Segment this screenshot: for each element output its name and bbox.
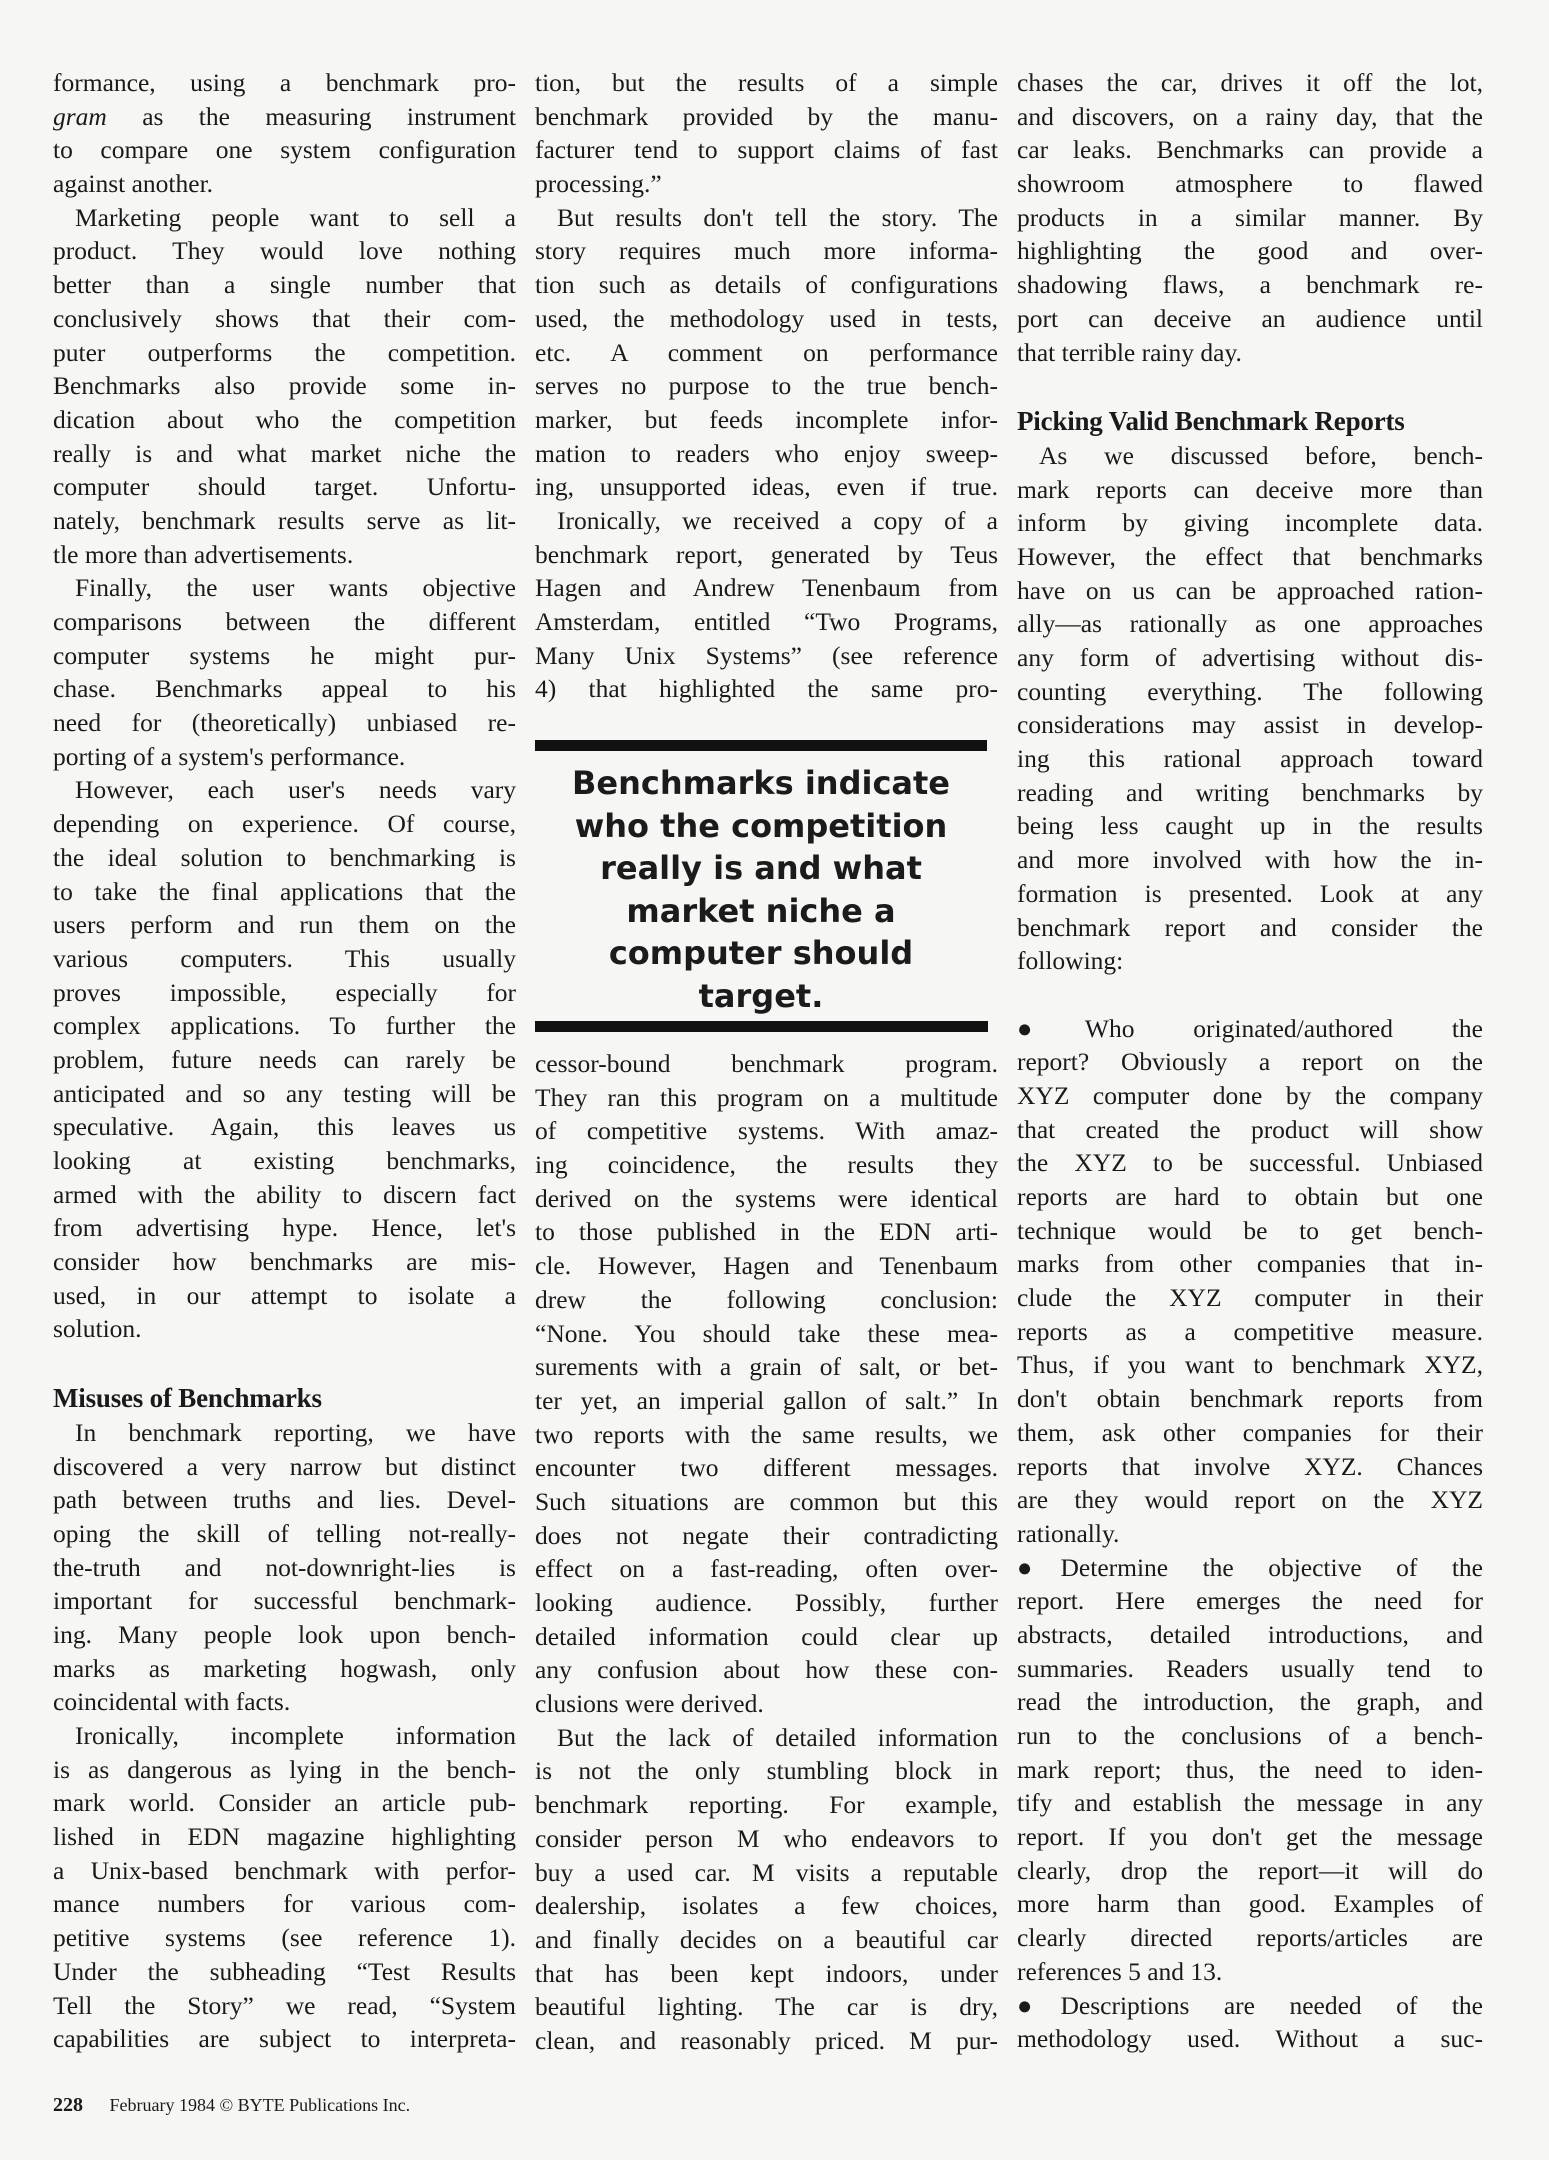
text-line: report? Obviously a report on the xyxy=(1017,1047,1483,1077)
text-line: However, the effect that benchmarks xyxy=(1017,541,1483,571)
text-line: to take the final applications that the xyxy=(53,876,516,906)
text-line: Many Unix Systems” (see reference xyxy=(535,640,998,670)
text-line: really is and what market niche the xyxy=(53,438,516,468)
pull-quote-line: who the competition xyxy=(574,806,948,845)
text-line: etc. A comment on performance xyxy=(535,337,998,367)
text-line: and more involved with how the in- xyxy=(1017,845,1483,875)
text-line: more harm than good. Examples of xyxy=(1017,1889,1483,1919)
text-line: to compare one system configuration xyxy=(53,135,516,165)
text-line: beautiful lighting. The car is dry, xyxy=(535,1992,998,2022)
text-line: any confusion about how these con- xyxy=(535,1655,998,1685)
text-line: ing this rational approach toward xyxy=(1017,744,1483,774)
text-line: the ideal solution to benchmarking is xyxy=(53,842,516,872)
column-2-bottom xyxy=(535,1047,998,2058)
text-line: references 5 and 13. xyxy=(1017,1956,1223,1986)
text-line: puter outperforms the competition. xyxy=(53,337,516,367)
text-line: tion, but the results of a simple xyxy=(535,68,998,97)
column-2-top xyxy=(535,66,998,706)
text-line: chase. Benchmarks appeal to his xyxy=(53,674,516,704)
text-line: ter yet, an imperial gallon of salt.” In xyxy=(535,1385,998,1415)
text-line: better than a single number that xyxy=(53,270,516,300)
text-line: being less caught up in the results xyxy=(1017,811,1483,841)
text-line: ●Descriptions are needed of the xyxy=(1017,1990,1483,2020)
column-1 xyxy=(53,66,516,2056)
text-line: reports are hard to obtain but one xyxy=(1017,1182,1483,1211)
text-line: shadowing flaws, a benchmark re- xyxy=(1017,270,1483,300)
text-line: buy a used car. M visits a reputable xyxy=(535,1857,998,1887)
text-line: ing coincidence, the results they xyxy=(535,1150,998,1180)
text-line: report. If you don't get the message xyxy=(1017,1822,1483,1852)
text-line: tify and establish the message in any xyxy=(1017,1788,1483,1818)
text-line: car leaks. Benchmarks can provide a xyxy=(1017,135,1483,165)
text-line: ing. Many people look upon bench- xyxy=(53,1619,516,1649)
text-line: considerations may assist in develop- xyxy=(1017,710,1483,740)
pull-quote-line: Benchmarks indicate xyxy=(572,764,950,802)
text-line: dication about who the competition xyxy=(53,404,516,434)
text-line: important for successful benchmark- xyxy=(53,1586,516,1616)
text-line: formation is presented. Look at any xyxy=(1017,878,1483,908)
text-line: the-truth and not-downright-lies is xyxy=(53,1552,516,1582)
text-line: does not negate their contradicting xyxy=(535,1520,998,1550)
text-line: benchmark reporting. For example, xyxy=(535,1790,998,1820)
text-line: gram as the measuring instrument xyxy=(53,101,516,131)
text-line: computer should target. Unfortu- xyxy=(53,472,516,502)
text-line: tion such as details of configurations xyxy=(535,270,998,300)
text-line: However, each user's needs vary xyxy=(75,775,516,805)
text-line: mark reports can deceive more than xyxy=(1017,474,1483,504)
pull-quote-line: computer should xyxy=(608,934,914,973)
pull-quote-bottom-rule xyxy=(535,1021,988,1032)
text-line: Hagen and Andrew Tenenbaum from xyxy=(535,573,998,603)
paragraph-gap xyxy=(53,1346,516,1380)
section-heading: Misuses of Benchmarks xyxy=(53,1382,322,1413)
text-line: nately, benchmark results serve as lit- xyxy=(53,505,516,535)
text-line: detailed information could clear up xyxy=(535,1621,998,1651)
text-line: two reports with the same results, we xyxy=(535,1419,998,1449)
text-line: a Unix-based benchmark with perfor- xyxy=(53,1855,516,1885)
text-line: report. Here emerges the need for xyxy=(1017,1586,1483,1616)
text-line: and discovers, on a rainy day, that the xyxy=(1017,101,1483,131)
text-line: clusions were derived. xyxy=(535,1689,764,1719)
column-3 xyxy=(1017,66,1483,2056)
text-line: read the introduction, the graph, and xyxy=(1017,1687,1483,1717)
text-line: reports as a competitive measure. xyxy=(1017,1316,1483,1346)
text-line: that created the product will show xyxy=(1017,1114,1483,1144)
text-line: are they would report on the XYZ xyxy=(1017,1485,1483,1515)
text-line: proves impossible, especially for xyxy=(53,977,516,1007)
text-line: marks as marketing hogwash, only xyxy=(53,1653,516,1683)
text-line: derived on the systems were identical xyxy=(535,1183,998,1213)
text-line: is as dangerous as lying in the bench- xyxy=(53,1754,516,1784)
text-line: clearly directed reports/articles are xyxy=(1017,1923,1483,1953)
text-line: mation to readers who enjoy sweep- xyxy=(535,438,998,468)
text-line: discovered a very narrow but distinct xyxy=(53,1451,516,1481)
text-line: Finally, the user wants objective xyxy=(75,573,516,603)
text-line: cessor-bound benchmark program. xyxy=(535,1049,998,1078)
text-line: cle. However, Hagen and Tenenbaum xyxy=(535,1251,998,1281)
text-line: against another. xyxy=(53,169,214,199)
text-line: that has been kept indoors, under xyxy=(535,1958,998,1988)
text-line: looking at existing benchmarks, xyxy=(53,1146,516,1175)
text-line: run to the conclusions of a bench- xyxy=(1017,1721,1483,1750)
text-line: need for (theoretically) unbiased re- xyxy=(53,708,516,738)
text-line: mark world. Consider an article pub- xyxy=(53,1788,516,1818)
text-line: mark report; thus, the need to iden- xyxy=(1017,1754,1483,1784)
text-line: and finally decides on a beautiful car xyxy=(535,1924,998,1954)
text-line: capabilities are subject to interpreta- xyxy=(53,2024,516,2054)
text-line: But the lack of detailed information xyxy=(557,1722,998,1752)
text-line: product. They would love nothing xyxy=(53,236,516,266)
text-line: facturer tend to support claims of fast xyxy=(535,135,998,165)
text-line: But results don't tell the story. The xyxy=(557,202,998,232)
text-line: surements with a grain of salt, or bet- xyxy=(535,1352,998,1382)
text-line: Such situations are common but this xyxy=(535,1486,998,1516)
text-line: Tell the Story” we read, “System xyxy=(53,1990,516,2020)
text-line: story requires much more informa- xyxy=(535,236,998,266)
text-line: following: xyxy=(1017,946,1124,976)
text-line: mance numbers for various com- xyxy=(53,1889,516,1919)
page-footer xyxy=(53,2094,410,2117)
text-line: ally—as rationally as one approaches xyxy=(1017,609,1483,639)
text-line: clude the XYZ computer in their xyxy=(1017,1283,1483,1313)
text-line: of competitive systems. With amaz- xyxy=(535,1116,998,1146)
text-line: depending on experience. Of course, xyxy=(53,809,516,839)
text-line: don't obtain benchmark reports from xyxy=(1017,1384,1483,1414)
text-line: products in a similar manner. By xyxy=(1017,202,1483,232)
text-line: lished in EDN magazine highlighting xyxy=(53,1822,516,1852)
text-line: petitive systems (see reference 1). xyxy=(53,1923,516,1953)
text-line: used, the methodology used in tests, xyxy=(535,303,998,333)
text-line: abstracts, detailed introductions, and xyxy=(1017,1619,1483,1649)
paragraph-gap xyxy=(1017,978,1483,1012)
text-line: In benchmark reporting, we have xyxy=(75,1417,516,1447)
text-line: consider person M who endeavors to xyxy=(535,1823,998,1853)
text-line: clearly, drop the report—it will do xyxy=(1017,1855,1483,1885)
text-line: effect on a fast-reading, often over- xyxy=(535,1554,998,1584)
text-line: reports that involve XYZ. Chances xyxy=(1017,1451,1483,1481)
text-line: 4) that highlighted the same pro- xyxy=(535,674,998,704)
pull-quote-line: target. xyxy=(698,976,824,1015)
text-line: Ironically, we received a copy of a xyxy=(557,505,998,535)
text-line: Ironically, incomplete information xyxy=(75,1721,516,1750)
text-line: reading and writing benchmarks by xyxy=(1017,777,1483,807)
text-line: benchmark report and consider the xyxy=(1017,912,1483,942)
text-line: highlighting the good and over- xyxy=(1017,236,1483,266)
text-line: tle more than advertisements. xyxy=(53,539,354,569)
pull-quote xyxy=(535,740,987,1032)
text-line: them, ask other companies for their xyxy=(1017,1417,1483,1447)
text-line: encounter two different messages. xyxy=(535,1453,998,1483)
text-line: As we discussed before, bench- xyxy=(1039,440,1483,470)
text-line: serves no purpose to the true bench- xyxy=(535,371,998,401)
text-line: anticipated and so any testing will be xyxy=(53,1078,516,1108)
pull-quote-line: really is and what xyxy=(600,849,922,888)
text-line: methodology used. Without a suc- xyxy=(1017,2024,1483,2054)
text-line: formance, using a benchmark pro- xyxy=(53,68,516,97)
text-line: They ran this program on a multitude xyxy=(535,1082,998,1112)
pull-quote-text xyxy=(535,762,987,1018)
page-number: 228 xyxy=(53,2094,83,2116)
text-line: to those published in the EDN arti- xyxy=(535,1217,998,1247)
text-line: conclusively shows that their com- xyxy=(53,303,516,333)
text-line: dealership, isolates a few choices, xyxy=(535,1891,998,1921)
text-line: ing, unsupported ideas, even if true. xyxy=(535,472,998,502)
text-line: inform by giving incomplete data. xyxy=(1017,508,1483,538)
text-line: Under the subheading “Test Results xyxy=(53,1956,516,1986)
text-line: speculative. Again, this leaves us xyxy=(53,1112,516,1142)
paragraph-gap xyxy=(1017,369,1483,403)
text-line: consider how benchmarks are mis- xyxy=(53,1247,516,1277)
text-line: Amsterdam, entitled “Two Programs, xyxy=(535,607,998,636)
text-line: benchmark provided by the manu- xyxy=(535,101,998,131)
text-line: coincidental with facts. xyxy=(53,1687,291,1717)
text-line: solution. xyxy=(53,1314,142,1344)
text-line: complex applications. To further the xyxy=(53,1011,516,1041)
text-line: marker, but feeds incomplete infor- xyxy=(535,404,998,434)
text-line: is not the only stumbling block in xyxy=(535,1756,998,1786)
text-line: oping the skill of telling not-really- xyxy=(53,1518,516,1548)
text-line: used, in our attempt to isolate a xyxy=(53,1280,516,1310)
pull-quote-line: market niche a xyxy=(626,891,896,930)
text-line: XYZ computer done by the company xyxy=(1017,1080,1483,1110)
text-line: problem, future needs can rarely be xyxy=(53,1044,516,1074)
text-line: processing.” xyxy=(535,169,662,199)
section-heading: Picking Valid Benchmark Reports xyxy=(1017,405,1405,436)
text-line: porting of a system's performance. xyxy=(53,741,406,771)
text-line: computer systems he might pur- xyxy=(53,640,516,670)
text-line: from advertising hype. Hence, let's xyxy=(53,1213,516,1243)
text-line: Benchmarks also provide some in- xyxy=(53,371,516,401)
text-line: users perform and run them on the xyxy=(53,910,516,940)
text-line: comparisons between the different xyxy=(53,607,516,636)
text-line: looking audience. Possibly, further xyxy=(535,1588,998,1617)
text-line: “None. You should take these mea- xyxy=(535,1318,998,1348)
text-line: path between truths and lies. Devel- xyxy=(53,1485,516,1515)
text-line: benchmark report, generated by Teus xyxy=(535,539,998,569)
text-line: summaries. Readers usually tend to xyxy=(1017,1653,1483,1683)
text-line: port can deceive an audience until xyxy=(1017,303,1483,333)
text-line: rationally. xyxy=(1017,1518,1120,1548)
text-line: showroom atmosphere to flawed xyxy=(1017,169,1483,199)
text-line: ●Determine the objective of the xyxy=(1017,1552,1483,1582)
text-line: marks from other companies that in- xyxy=(1017,1249,1483,1279)
publication-credit: February 1984 © BYTE Publications Inc. xyxy=(109,2095,411,2115)
text-line: Thus, if you want to benchmark XYZ, xyxy=(1017,1350,1483,1380)
text-line: armed with the ability to discern fact xyxy=(53,1179,516,1209)
text-line: drew the following conclusion: xyxy=(535,1284,998,1314)
text-line: ●Who originated/authored the xyxy=(1017,1013,1483,1043)
pull-quote-top-rule xyxy=(535,740,987,751)
text-line: clean, and reasonably priced. M pur- xyxy=(535,2025,998,2055)
text-line: chases the car, drives it off the lot, xyxy=(1017,68,1483,97)
text-line: the XYZ to be successful. Unbiased xyxy=(1017,1148,1483,1178)
text-line: Marketing people want to sell a xyxy=(75,202,516,232)
text-line: that terrible rainy day. xyxy=(1017,337,1242,367)
text-line: counting everything. The following xyxy=(1017,676,1483,706)
text-line: any form of advertising without dis- xyxy=(1017,643,1483,672)
text-line: have on us can be approached ration- xyxy=(1017,575,1483,605)
text-line: technique would be to get bench- xyxy=(1017,1215,1483,1245)
text-line: various computers. This usually xyxy=(53,943,516,973)
